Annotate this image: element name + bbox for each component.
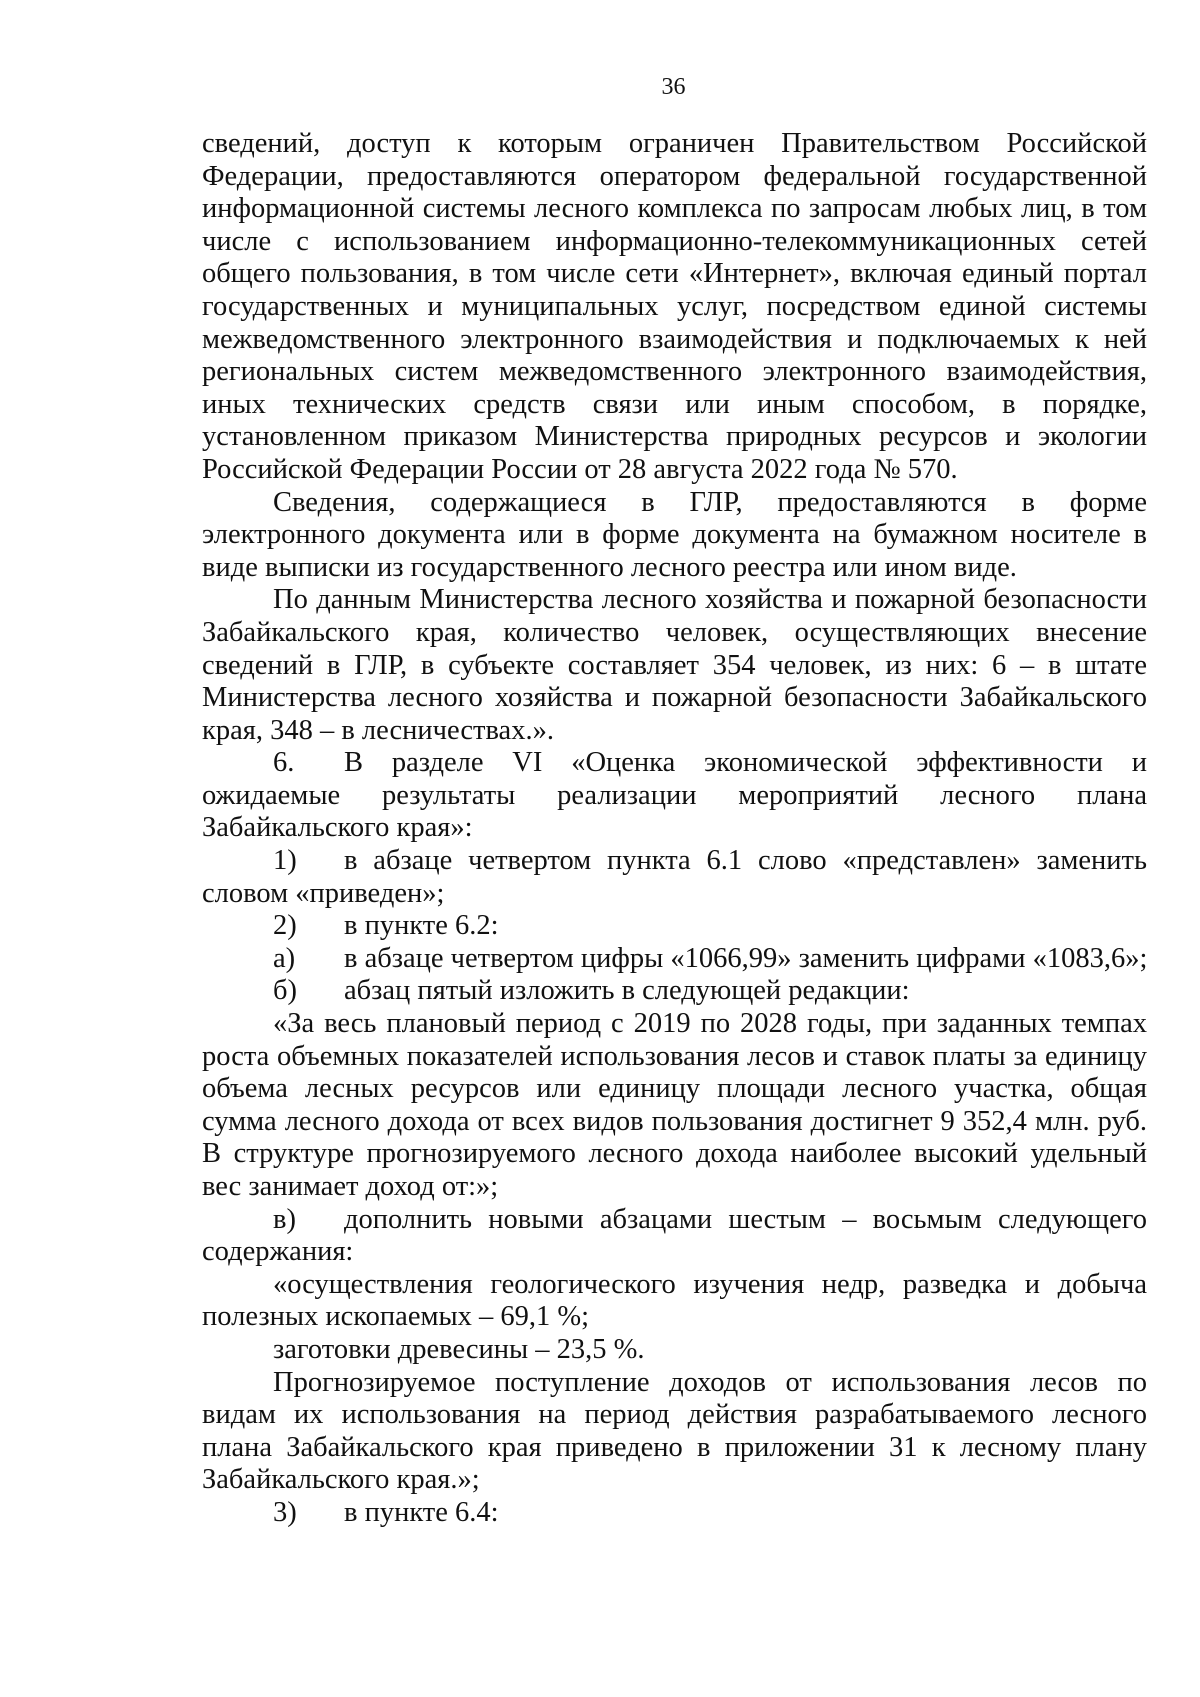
paragraph-glr-forms: Сведения, содержащиеся в ГЛР, предоставляются в форме электронного документа или в форме документа на бумажном носителе в виде выписки из государственного лесного реестра или ином виде.	[202, 486, 1147, 583]
list-item-b	[202, 975, 1147, 1008]
list-item-2	[202, 910, 1147, 943]
list-item-text: В разделе VI «Оценка экономической эффективности и ожидаемые результаты реализации мероприятий лесного плана Забайкальского края»:	[202, 747, 1147, 844]
list-marker: 6.	[273, 747, 295, 779]
list-item-text: дополнить новыми абзацами шестым – восьмым следующего содержания:	[202, 1203, 1147, 1268]
list-item-text: в абзаце четвертом цифры «1066,99» заменить цифрами «1083,6»;	[344, 942, 1148, 974]
list-item-1	[202, 845, 1147, 910]
list-marker: 1)	[273, 845, 297, 877]
list-item-text: в пункте 6.2:	[344, 910, 499, 942]
list-marker: в)	[273, 1203, 296, 1235]
paragraph-geology-share: «осуществления геологического изучения недр, разведка и добыча полезных ископаемых – 69,1 %;	[202, 1268, 1147, 1333]
list-marker: 2)	[273, 910, 297, 942]
paragraph-continuation: сведений, доступ к которым ограничен Правительством Российской Федерации, предоставляются оператором федеральной государственной информационной системы лесного комплекса по запросам любых лиц, в том числе с использованием информационно-телекоммуникационных сетей общего пользования, в том числе сети «Интернет», включая единый портал государственных и муниципальных услуг, посредством единой системы межведомственного электронного взаимодействия и подключаемых к ней региональных систем межведомственного электронного взаимодействия, иных технических средств связи или иным способом, в порядке, установленном приказом Министерства природных ресурсов и экологии Российской Федерации России от 28 августа 2022 года № 570.	[202, 128, 1147, 485]
paragraph-quoted-revenue: «За весь плановый период с 2019 по 2028 годы, при заданных темпах роста объемных показателей использования лесов и ставок платы за единицу объема лесных ресурсов или единицу площади лесного участка, общая сумма лесного дохода от всех видов пользования достигнет 9 352,4 млн. руб. В структуре прогнозируемого лесного дохода наиболее высокий удельный вес занимает доход от:»;	[202, 1008, 1147, 1202]
list-marker: 3)	[273, 1496, 297, 1528]
list-item-text: в абзаце четвертом пункта 6.1 слово «представлен» заменить словом «приведен»;	[202, 845, 1147, 909]
paragraph-timber-share: заготовки древесины – 23,5 %.	[273, 1333, 645, 1365]
paragraph-glr-staff: По данным Министерства лесного хозяйства и пожарной безопасности Забайкальского края, количество человек, осуществляющих внесение сведений в ГЛР, в субъекте составляет 354 человек, из них: 6 – в штате Министерства лесного хозяйства и пожарной безопасности Забайкальского края, 348 – в лесничествах.».	[202, 584, 1147, 746]
list-item-v	[202, 1204, 1147, 1269]
list-marker: б)	[273, 975, 297, 1007]
list-item-6	[202, 747, 1147, 845]
paragraph-forecast-appendix: Прогнозируемое поступление доходов от использования лесов по видам их использования на период действия разрабатываемого лесного плана Забайкальского края приведено в приложении 31 к лесному плану Забайкальского края.»;	[202, 1366, 1147, 1496]
list-item-text: в пункте 6.4:	[344, 1496, 499, 1528]
list-item-text: абзац пятый изложить в следующей редакции:	[344, 975, 910, 1007]
list-item-a	[202, 943, 1147, 976]
list-item-3	[202, 1497, 1147, 1530]
page-number: 36	[661, 74, 686, 100]
document-body	[202, 128, 1147, 1530]
list-marker: а)	[273, 942, 296, 974]
